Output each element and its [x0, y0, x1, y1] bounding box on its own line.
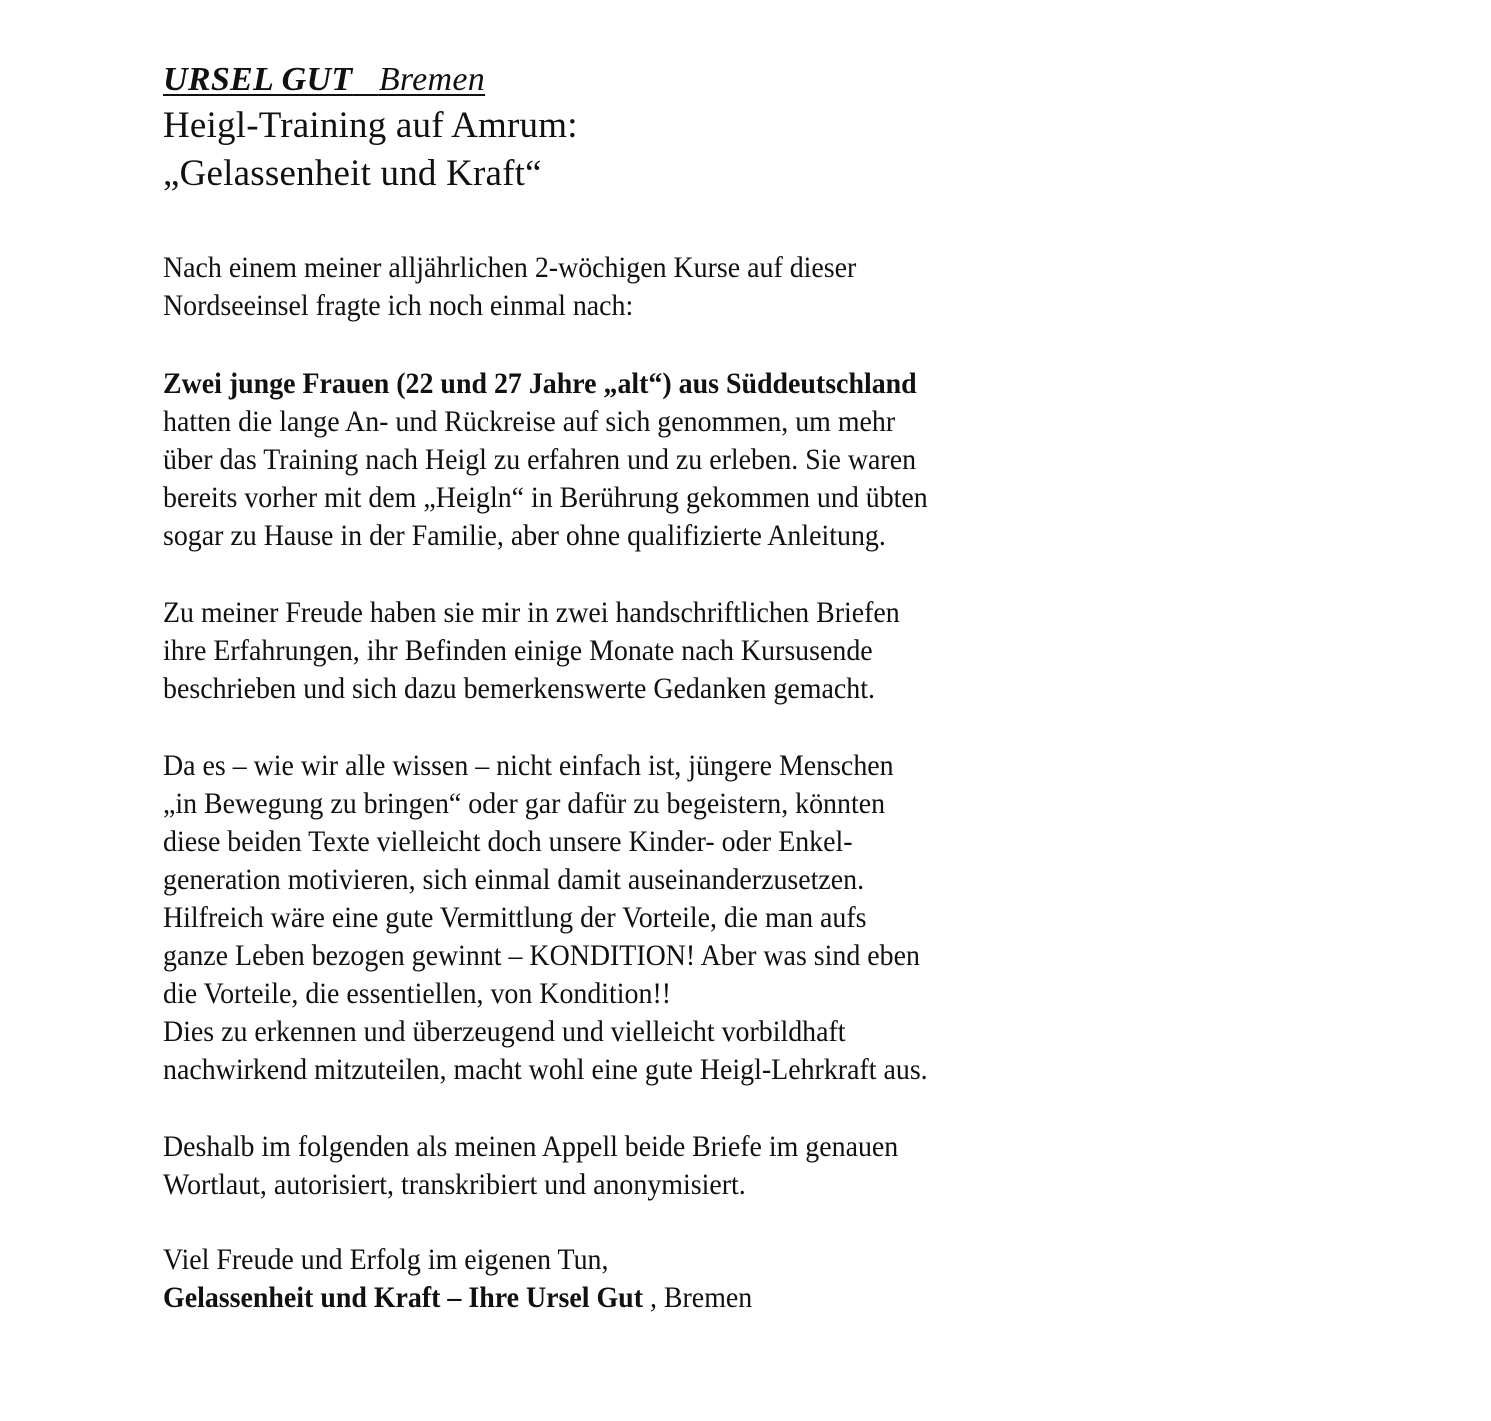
- author-heading: [163, 58, 1163, 102]
- text-line: Hilfreich wäre eine gute Vermittlung der Vorteile, die man aufs: [163, 901, 867, 934]
- document-page: [163, 58, 1163, 1314]
- paragraph-appeal: [163, 1128, 1167, 1204]
- author-city: Bremen: [378, 61, 486, 98]
- text-line: diese beiden Texte vielleicht doch unsere Kinder- oder Enkel-: [163, 825, 853, 858]
- paragraph-closing: [163, 1241, 1167, 1317]
- closing-line: Viel Freude und Erfolg im eigenen Tun,: [163, 1243, 609, 1276]
- text-line: Nordseeinsel fragte ich noch einmal nach:: [163, 289, 634, 322]
- text-line: Dies zu erkennen und überzeugend und vielleicht vorbildhaft: [163, 1015, 846, 1048]
- text-line: generation motivieren, sich einmal damit auseinanderzusetzen.: [163, 863, 865, 896]
- signature-line: [163, 1279, 1167, 1317]
- text-line: ganze Leben bezogen gewinnt – KONDITION! Aber was sind eben: [163, 939, 920, 972]
- title-line-1: Heigl-Training auf Amrum:: [163, 105, 578, 146]
- article-title: [163, 102, 1163, 198]
- paragraph-letters: [163, 594, 1167, 708]
- text-line: Wortlaut, autorisiert, transkribiert und anonymisiert.: [163, 1168, 746, 1201]
- text-line: Deshalb im folgenden als meinen Appell beide Briefe im genauen: [163, 1130, 899, 1163]
- author-name: URSEL GUT: [163, 61, 353, 98]
- text-line: Da es – wie wir alle wissen – nicht einfach ist, jüngere Menschen: [163, 749, 894, 782]
- paragraph-motivation: [163, 747, 1167, 1089]
- text-line: die Vorteile, die essentiellen, von Kondition!!: [163, 977, 672, 1010]
- text-line: Nach einem meiner alljährlichen 2-wöchigen Kurse auf dieser: [163, 251, 857, 284]
- text-line: bereits vorher mit dem „Heigln“ in Berührung gekommen und übten: [163, 481, 928, 514]
- text-line: ihre Erfahrungen, ihr Befinden einige Monate nach Kursusende: [163, 634, 873, 667]
- paragraph-intro: [163, 249, 1167, 325]
- text-line: Zu meiner Freude haben sie mir in zwei handschriftlichen Briefen: [163, 596, 900, 629]
- signature-city: , Bremen: [642, 1281, 753, 1314]
- text-line: sogar zu Hause in der Familie, aber ohne qualifizierte Anleitung.: [163, 519, 886, 552]
- title-line-2: „Gelassenheit und Kraft“: [163, 153, 542, 194]
- text-line: hatten die lange An- und Rückreise auf sich genommen, um mehr: [163, 405, 896, 438]
- bold-lead-line: Zwei junge Frauen (22 und 27 Jahre „alt“) aus Süddeutschland: [163, 367, 917, 400]
- text-line: nachwirkend mitzuteilen, macht wohl eine gute Heigl-Lehrkraft aus.: [163, 1053, 928, 1086]
- text-line: über das Training nach Heigl zu erfahren und zu erleben. Sie waren: [163, 443, 917, 476]
- text-line: „in Bewegung zu bringen“ oder gar dafür zu begeistern, könnten: [163, 787, 886, 820]
- text-line: beschrieben und sich dazu bemerkenswerte Gedanken gemacht.: [163, 672, 875, 705]
- paragraph-women: [163, 365, 1167, 555]
- signature-bold: Gelassenheit und Kraft – Ihre Ursel Gut: [163, 1281, 643, 1314]
